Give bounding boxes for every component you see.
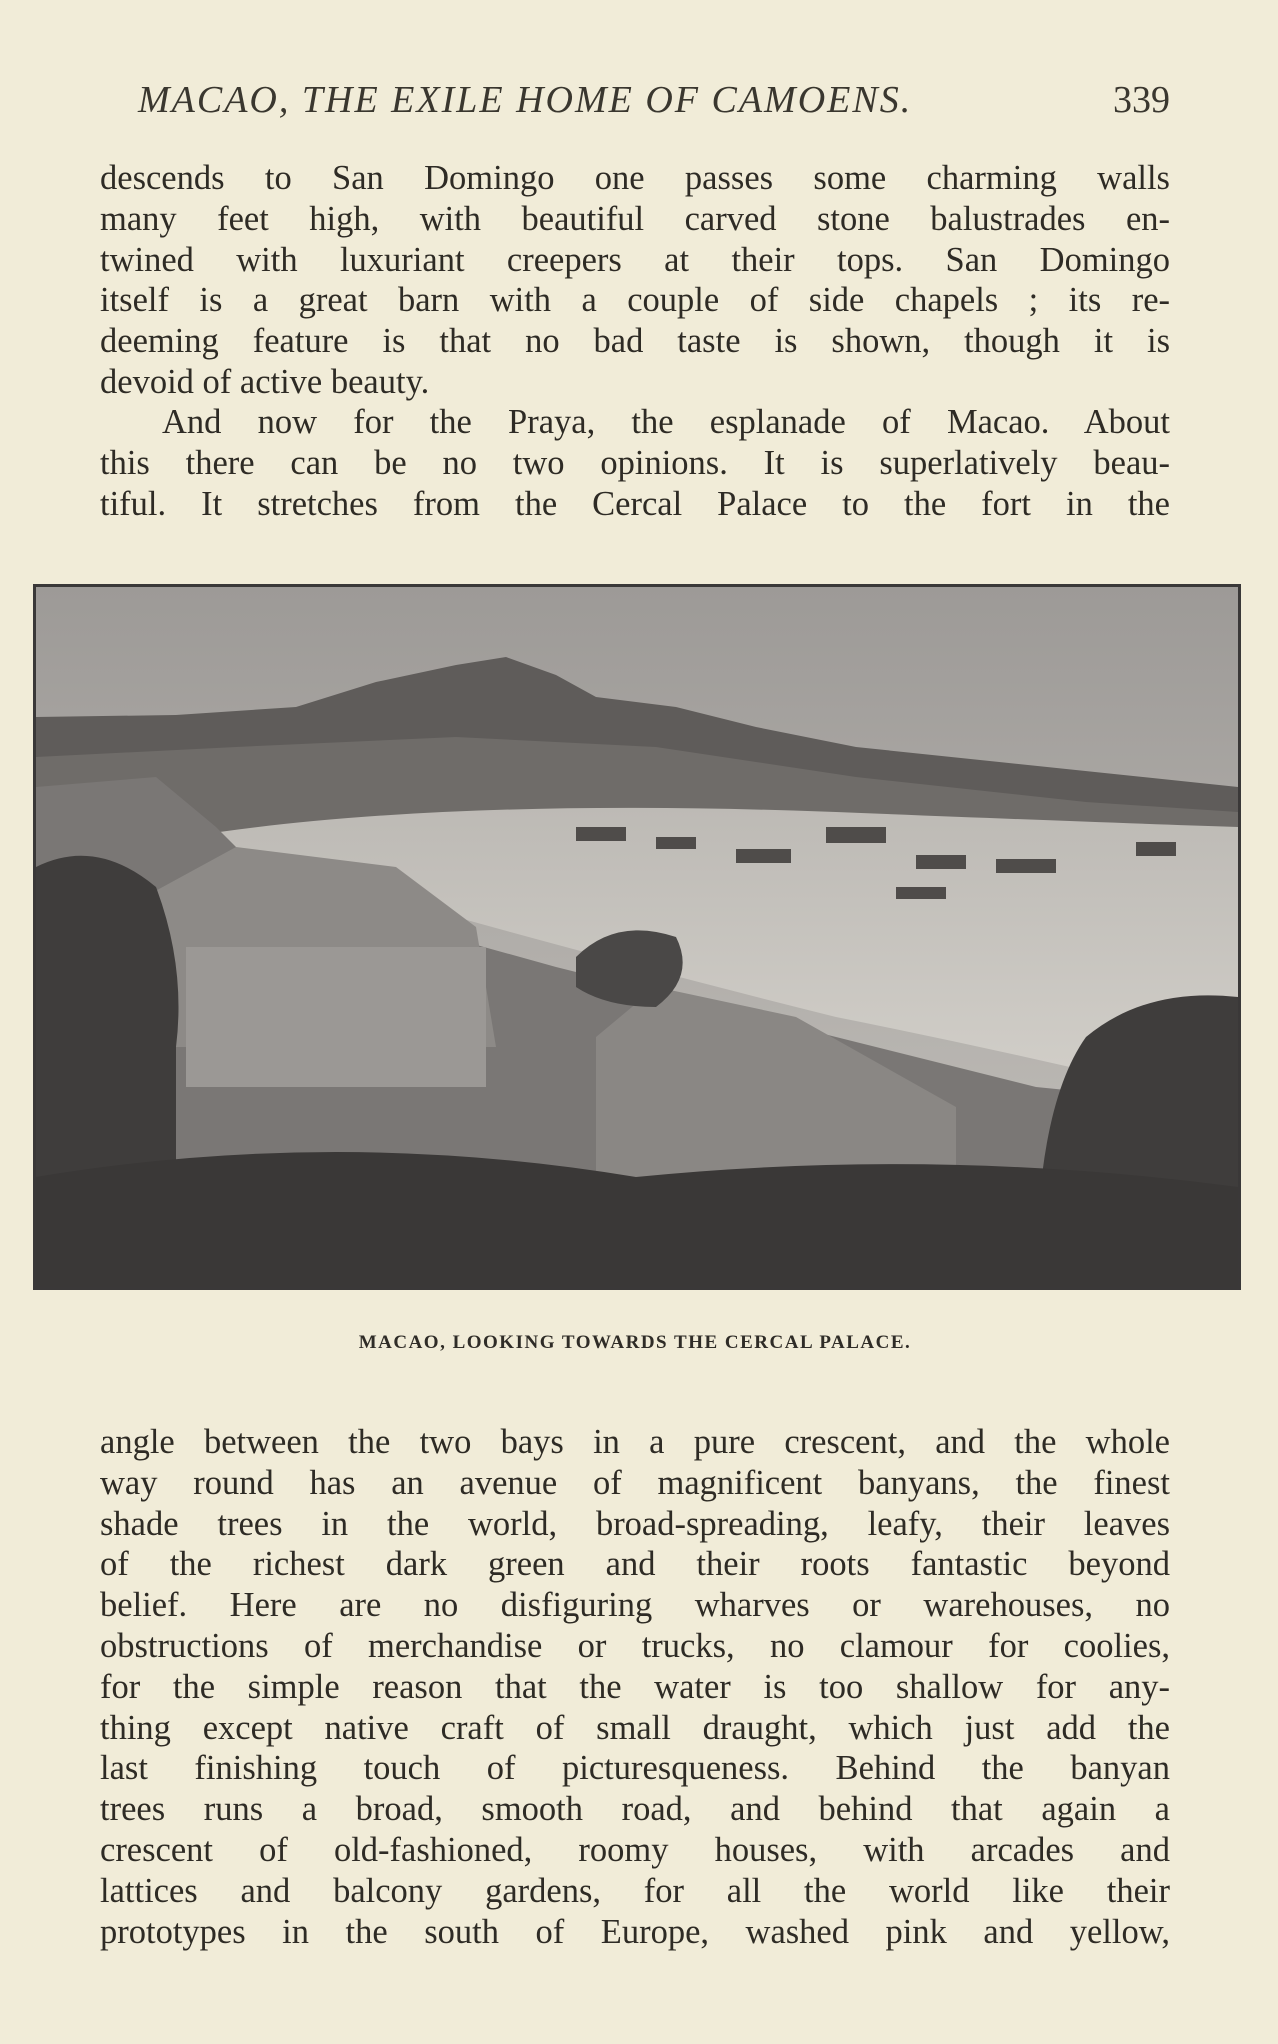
paragraph-2 [100,402,1170,524]
text-line: itself is a great barn with a couple of side chapels ; its re- [100,281,1170,320]
text-line: for the simple reason that the water is too shallow for any- [100,1667,1170,1706]
text-line: angle between the two bays in a pure crescent, and the whole [100,1423,1170,1461]
house-wall [186,947,486,1087]
text-line: obstructions of merchandise or trucks, no clamour for coolies, [100,1626,1170,1665]
text-line: devoid of active beauty. [100,362,430,401]
text-line: twined with luxuriant creepers at their tops. San Domingo [100,240,1170,279]
text-line: last finishing touch of picturesqueness. Behind the banyan [100,1749,1170,1788]
text-line: thing except native craft of small draught, which just add the [100,1708,1170,1747]
page-number: 339 [1113,79,1170,121]
text-line: deeming feature is that no bad taste is shown, though it is [100,322,1170,361]
text-line: way round has an avenue of magnificent banyans, the finest [100,1463,1170,1502]
text-line: And now for the Praya, the esplanade of Macao. About [162,403,1170,441]
text-line: crescent of old-fashioned, roomy houses, with arcades and [100,1830,1170,1869]
text-line: trees runs a broad, smooth road, and behind that again a [100,1790,1170,1829]
harbour-photograph [33,584,1241,1290]
page-header [100,78,1170,128]
paragraph-3 [100,1422,1170,1952]
text-line: tiful. It stretches from the Cercal Palace to the fort in the [100,484,1170,523]
text-line: belief. Here are no disfiguring wharves or warehouses, no [100,1586,1170,1625]
running-title: MACAO, THE EXILE HOME OF CAMOENS. [138,79,913,121]
text-line: descends to San Domingo one passes some charming walls [100,159,1170,197]
text-line: many feet high, with beautiful carved stone balustrades en- [100,199,1170,238]
text-line: shade trees in the world, broad-spreading, leafy, their leaves [100,1504,1170,1543]
text-line: prototypes in the south of Europe, washed pink and yellow, [100,1912,1170,1951]
text-line: lattices and balcony gardens, for all the world like their [100,1871,1170,1910]
paragraph-1 [100,158,1170,403]
text-line: of the richest dark green and their roots fantastic beyond [100,1545,1170,1584]
figure-caption: MACAO, LOOKING TOWARDS THE CERCAL PALACE. [358,1332,912,1353]
text-line: this there can be no two opinions. It is superlatively beau- [100,443,1170,482]
harbour-illustration [36,587,1238,1287]
